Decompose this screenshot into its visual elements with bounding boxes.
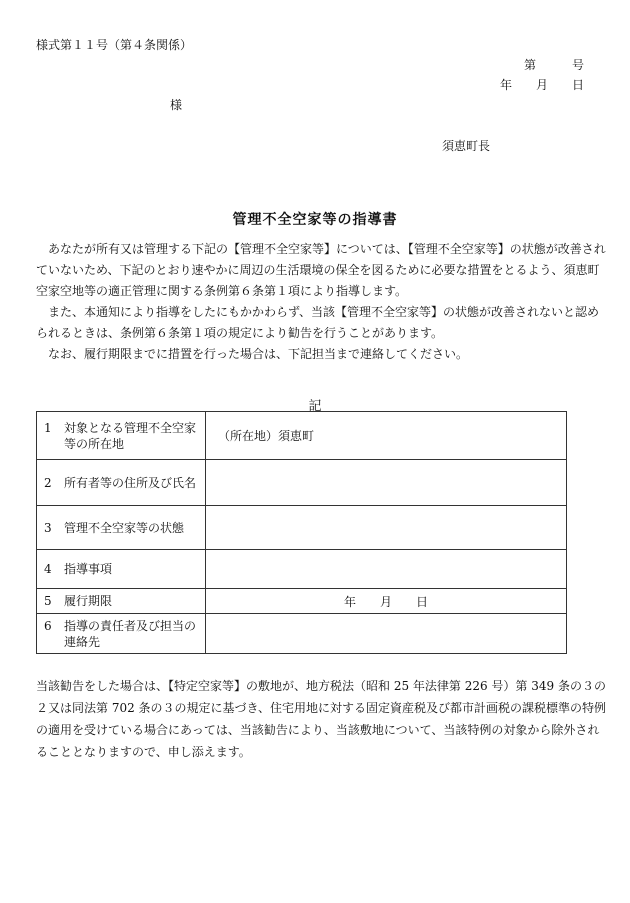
text-line: の適用を受けている場合にあっては、当該勧告により、当該敷地について、当該特例の対象から除外され <box>36 723 600 737</box>
row-label: 所有者等の住所及び氏名 <box>64 475 197 490</box>
row-label-cell <box>37 506 206 550</box>
row-number: 5 <box>44 594 52 608</box>
ki-heading: 記 <box>308 399 322 414</box>
paragraph-warning <box>36 302 600 344</box>
row-number: 3 <box>44 520 52 535</box>
text-line: られるときは、条例第６条第１項の規定により勧告を行うことがあります。 <box>36 326 444 340</box>
text-line: 空家空地等の適正管理に関する条例第６条第１項により指導します。 <box>36 284 408 298</box>
addressee-suffix: 様 <box>170 98 183 112</box>
table-row <box>37 506 567 550</box>
row-label: 対象となる管理不全空家等の所在地 <box>64 420 197 451</box>
row-label: 履行期限 <box>64 594 113 608</box>
details-table <box>36 411 567 654</box>
row-number: 2 <box>44 475 52 490</box>
document-date: 年 月 日 <box>499 78 584 92</box>
table-row <box>37 460 567 506</box>
body-text <box>36 239 606 365</box>
text-line: あなたが所有又は管理する下記の【管理不全空家等】については、【管理不全空家等】の状態が改善され <box>36 242 606 256</box>
table-row <box>37 550 567 589</box>
table-row <box>37 412 567 460</box>
row-label-cell <box>37 460 206 506</box>
issuer-name: 須恵町長 <box>442 139 491 153</box>
row-label: 指導の責任者及び担当の連絡先 <box>64 618 197 649</box>
row-number: 6 <box>44 618 52 633</box>
footer-note <box>36 675 607 763</box>
row-label: 管理不全空家等の状態 <box>64 520 185 535</box>
text-line: ２又は同法第 702 条の３の規定に基づき、住宅用地に対する固定資産税及び都市計画税の課税標準の特例 <box>36 701 607 715</box>
row-value-cell <box>206 614 567 654</box>
text-line: ていないため、下記のとおり速やかに周辺の生活環境の保全を図るために必要な措置をとるよう、須恵町 <box>36 263 600 277</box>
row-value-cell <box>206 412 567 460</box>
document-number: 第 号 <box>523 58 584 72</box>
document-title: 管理不全空家等の指導書 <box>232 212 398 228</box>
form-number: 様式第１１号（第４条関係） <box>36 38 193 52</box>
row-number: 1 <box>44 420 52 435</box>
row-value: （所在地）須恵町 <box>218 429 315 443</box>
paragraph-contact <box>36 344 584 365</box>
text-line: ることとなりますので、申し添えます。 <box>36 745 251 759</box>
row-value-cell <box>206 550 567 589</box>
text-line: なお、履行期限までに措置を行った場合は、下記担当まで連絡してください。 <box>36 347 469 361</box>
row-value: 年 月 日 <box>343 594 428 609</box>
row-label: 指導事項 <box>64 562 113 576</box>
row-value-cell <box>206 460 567 506</box>
row-label-cell <box>37 412 206 460</box>
row-label-cell <box>37 589 206 614</box>
text-line: また、本通知により指導をしたにもかかわらず、当該【管理不全空家等】の状態が改善されないと認め <box>36 305 600 319</box>
text-line: 当該勧告をした場合は、【特定空家等】の敷地が、地方税法（昭和 25 年法律第 226 号）第 349 条の３の <box>36 679 606 693</box>
row-value-cell <box>206 506 567 550</box>
paragraph-guidance <box>36 239 606 302</box>
row-label-cell <box>37 550 206 589</box>
table-row <box>37 614 567 654</box>
row-number: 4 <box>44 562 52 576</box>
row-label-cell <box>37 614 206 654</box>
table-row <box>37 589 567 614</box>
row-value-cell <box>206 589 567 614</box>
